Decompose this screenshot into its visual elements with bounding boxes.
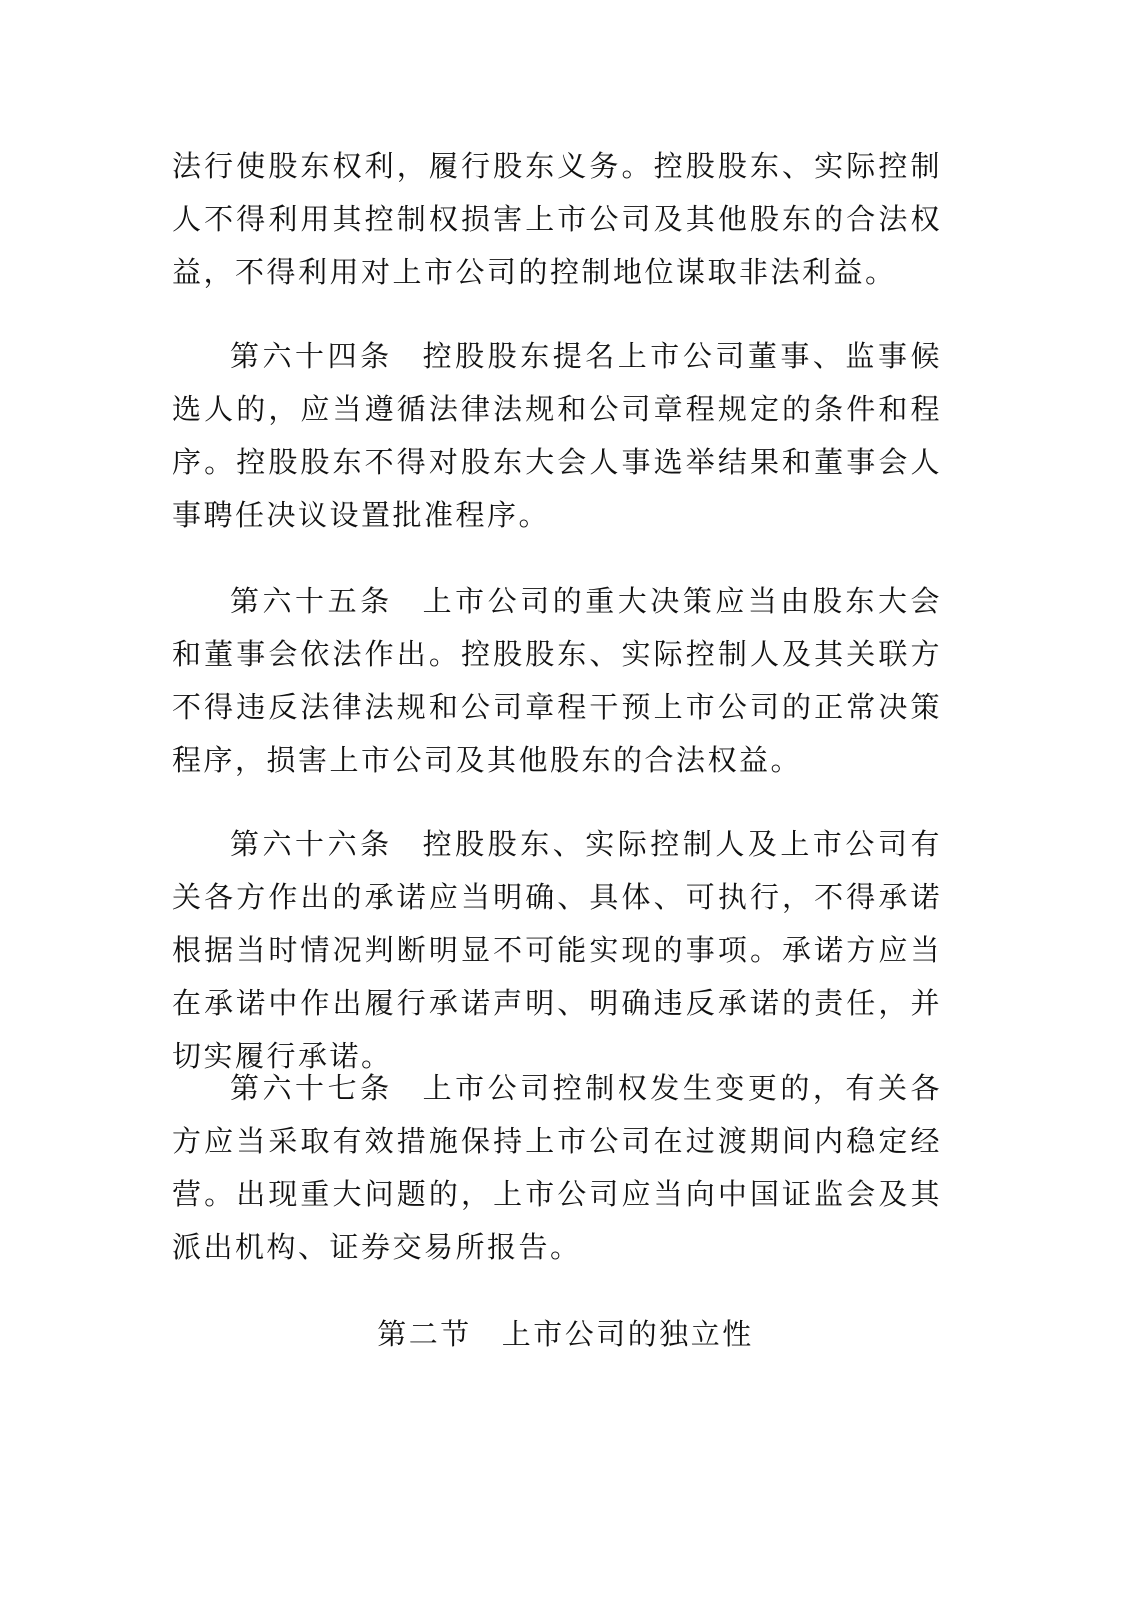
article-number: 第六十四条 (230, 339, 393, 373)
article-65 (172, 575, 942, 787)
section-number: 第二节 (377, 1317, 472, 1351)
article-text: 上市公司控制权发生变更的，有关各方应当采取有效措施保持上市公司在过渡期间内稳定经营。出现重大问题的，上市公司应当向中国证监会及其派出机构、证券交易所报告。 (172, 1071, 942, 1264)
section-title: 上市公司的独立性 (501, 1317, 754, 1351)
article-64 (172, 330, 942, 542)
article-text: 上市公司的重大决策应当由股东大会和董事会依法作出。控股股东、实际控制人及其关联方不得违反法律法规和公司章程干预上市公司的正常决策程序，损害上市公司及其他股东的合法权益。 (172, 584, 942, 777)
article-66 (172, 818, 942, 1083)
continuation-paragraph: 法行使股东权利，履行股东义务。控股股东、实际控制人不得利用其控制权损害上市公司及其他股东的合法权益，不得利用对上市公司的控制地位谋取非法利益。 (172, 149, 942, 289)
article-number: 第六十七条 (230, 1071, 393, 1105)
article-67 (172, 1062, 942, 1274)
article-number: 第六十六条 (230, 827, 393, 861)
article-number: 第六十五条 (230, 584, 393, 618)
article-text: 控股股东、实际控制人及上市公司有关各方作出的承诺应当明确、具体、可执行，不得承诺根据当时情况判断明显不可能实现的事项。承诺方应当在承诺中作出履行承诺声明、明确违反承诺的责任，并切实履行承诺。 (172, 827, 942, 1073)
article-text: 控股股东提名上市公司董事、监事候选人的，应当遵循法律法规和公司章程规定的条件和程序。控股股东不得对股东大会人事选举结果和董事会人事聘任决议设置批准程序。 (172, 339, 942, 532)
section-heading (0, 1308, 1131, 1361)
